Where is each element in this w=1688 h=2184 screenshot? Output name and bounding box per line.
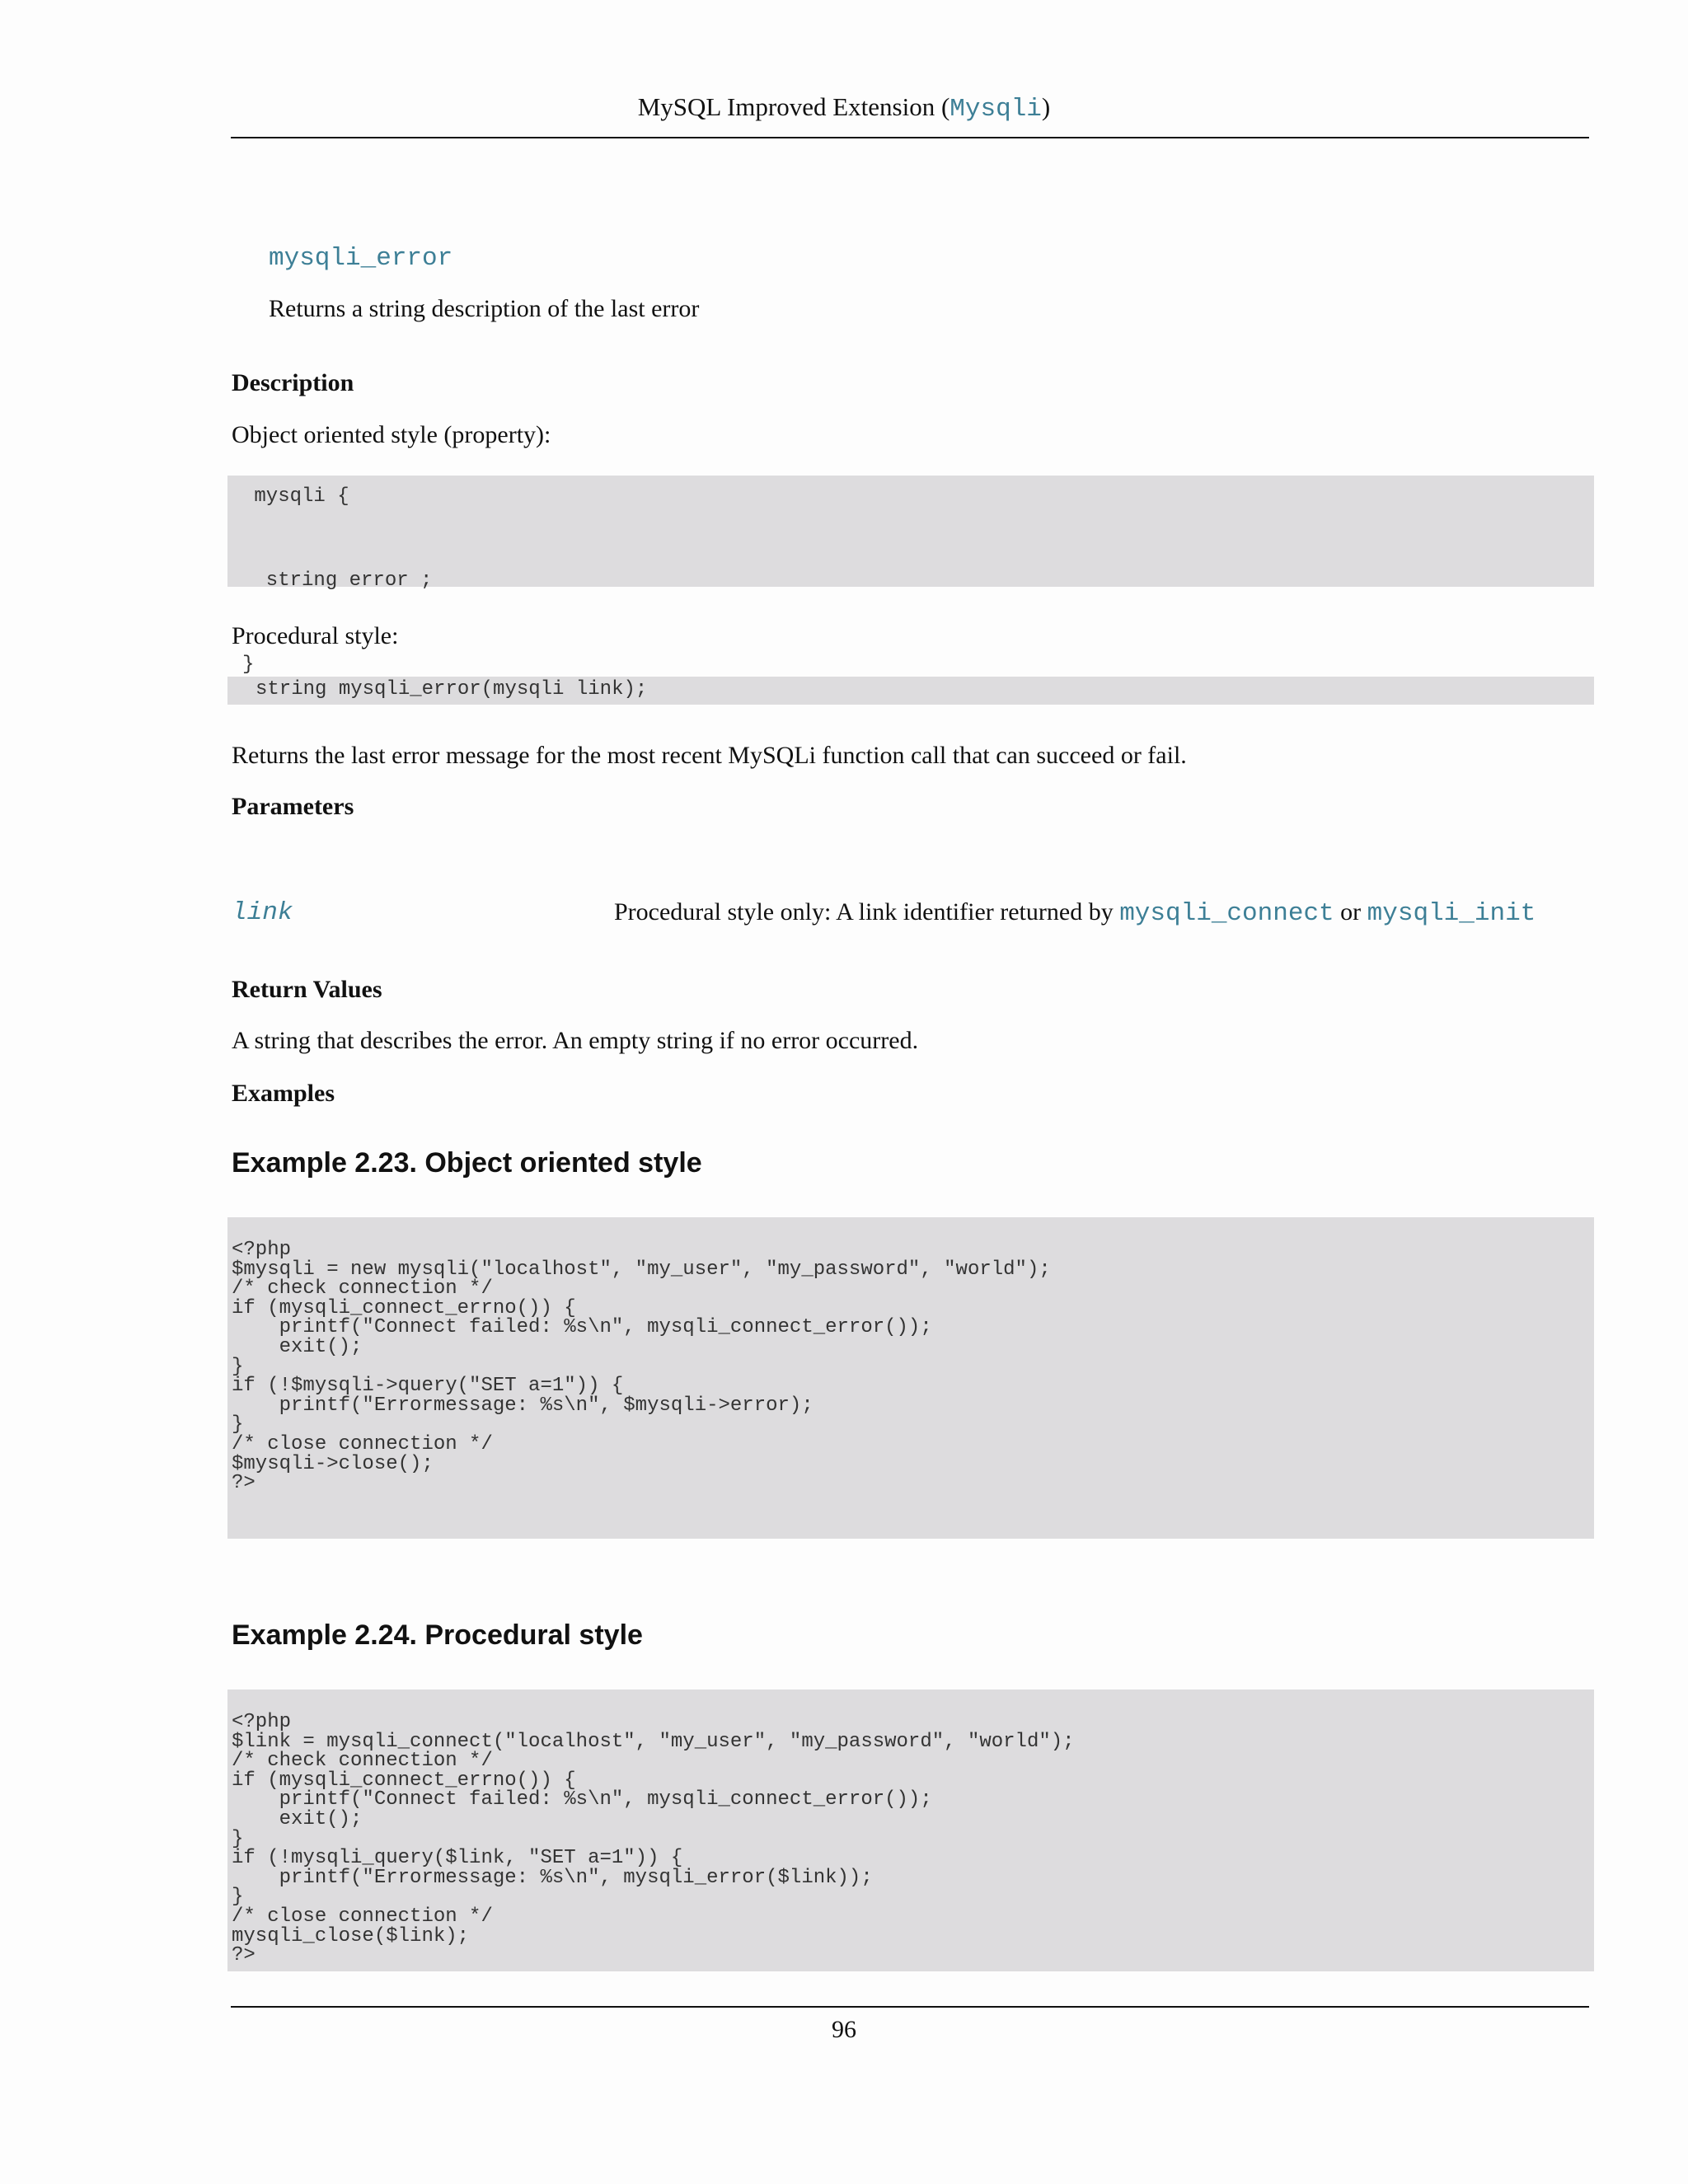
example-2-24-code-block [227, 1690, 1594, 1971]
parameter-description [614, 898, 1536, 928]
return-values-text: A string that describes the error. An empty string if no error occurred. [232, 1027, 919, 1054]
example-2-23-code-block [227, 1217, 1594, 1539]
function-name: mysqli_error [269, 244, 453, 273]
parameters-heading: Parameters [232, 793, 354, 820]
header-title-prefix: MySQL Improved Extension ( [637, 92, 950, 121]
oo-style-code: mysqli { string error ; } [242, 485, 433, 676]
footer-rule [231, 2006, 1589, 2008]
page-number: 96 [832, 2016, 856, 2043]
parameter-desc-mid: or [1334, 898, 1367, 926]
header-title-suffix: ) [1041, 92, 1051, 121]
parameter-name: link [232, 898, 293, 927]
running-header [0, 92, 1688, 124]
example-2-23-title: Example 2.23. Object oriented style [232, 1147, 702, 1179]
example-2-23-code: <?php $mysqli = new mysqli("localhost", "my_user", "my_password", "world"); /* check connection */ if (mysqli_connect_errno()) { printf("Connect failed: %s\n", mysqli_connect_error()); exit(); } if (!$mysqli->query("SET a=1")) { printf("Errormessage: %s\n", $mysqli->error); } /* close connection */ $mysqli->close(); ?> [232, 1239, 1051, 1495]
procedural-style-label: Procedural style: [232, 622, 399, 649]
oo-style-label: Object oriented style (property): [232, 421, 551, 448]
example-2-24-code: <?php $link = mysqli_connect("localhost", "my_user", "my_password", "world"); /* check connection */ if (mysqli_connect_errno()) { printf("Connect failed: %s\n", mysqli_connect_error()); exit(); } if (!mysqli_query($link, "SET a=1")) { printf("Errormessage: %s\n", mysqli_error($link)); } /* close connection */ mysqli_close($link); ?> [232, 1711, 1075, 1967]
header-title-code-link[interactable]: Mysqli [950, 95, 1042, 124]
procedural-signature-code: string mysqli_error(mysqli link); [256, 678, 648, 701]
procedural-signature-block [227, 677, 1594, 705]
mysqli-connect-link[interactable]: mysqli_connect [1119, 899, 1334, 928]
description-summary: Returns the last error message for the most recent MySQLi function call that can succeed or fail. [232, 742, 1187, 769]
description-heading: Description [232, 369, 354, 396]
header-rule [231, 137, 1589, 138]
return-values-heading: Return Values [232, 976, 382, 1003]
example-2-24-title: Example 2.24. Procedural style [232, 1619, 643, 1651]
mysqli-init-link[interactable]: mysqli_init [1367, 899, 1536, 928]
examples-heading: Examples [232, 1080, 335, 1107]
function-purpose: Returns a string description of the last error [269, 295, 700, 322]
parameter-desc-prefix: Procedural style only: A link identifier returned by [614, 898, 1120, 926]
